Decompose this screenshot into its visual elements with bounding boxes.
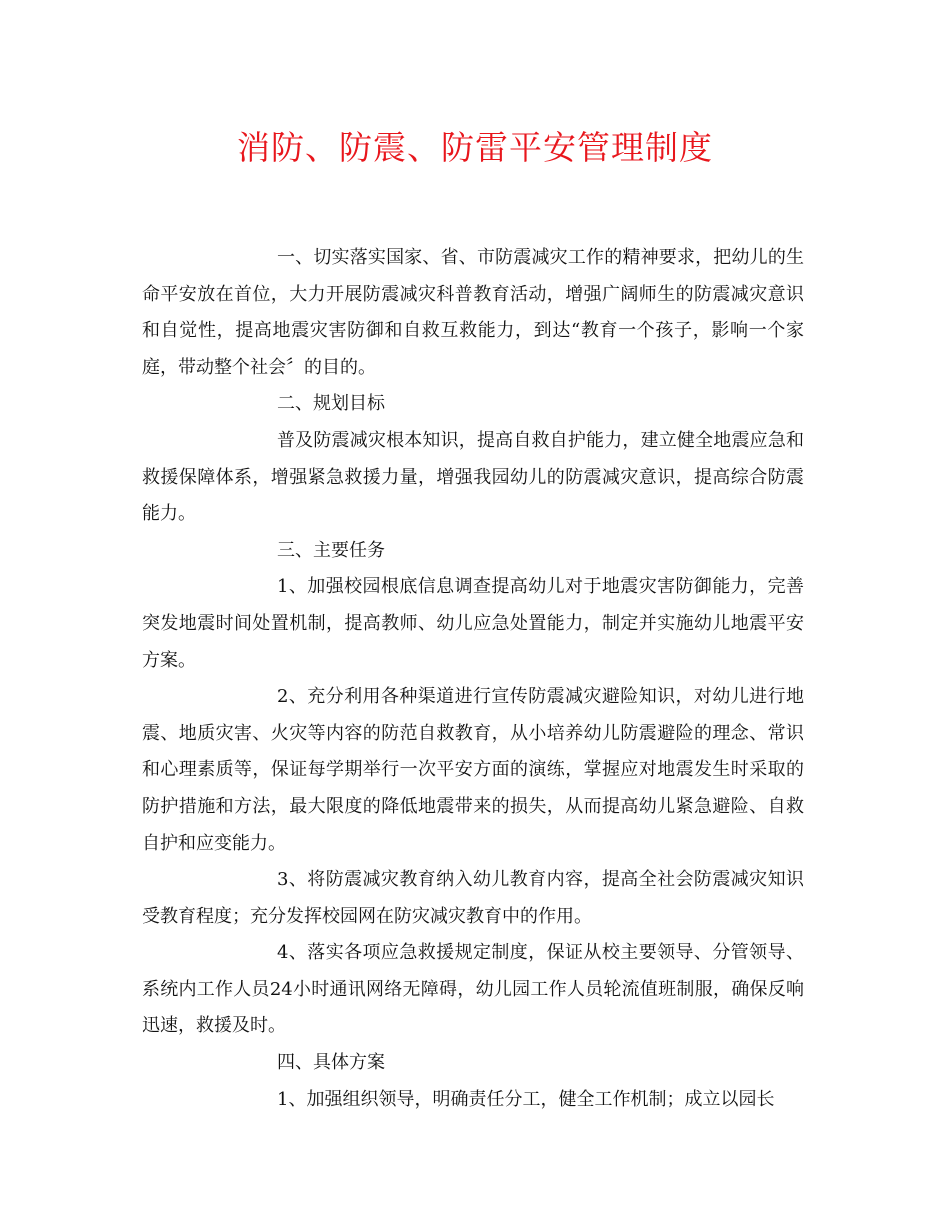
task-item-2: 2、充分利用各种渠道进行宣传防震减灾避险知识，对幼儿进行地震、地质灾害、火灾等内容的防范自救教育，从小培养幼儿防震避险的理念、常识和心理素质等，保证每学期举行一次平安方面的演练，掌握应对地震发生时采取的防护措施和方法，最大限度的降低地震带来的损失，从而提高幼儿紧急避险、自救自护和应变能力。 [142, 686, 804, 854]
document-body [142, 240, 804, 1118]
section-heading-3: 三、主要任务 [277, 539, 385, 561]
paragraph-2: 普及防震减灾根本知识，提高自救自护能力，建立健全地震应急和救援保障体系，增强紧急救援力量，增强我园幼儿的防震减灾意识，提高综合防震能力。 [142, 429, 804, 525]
paragraph-1: 一、切实落实国家、省、市防震减灾工作的精神要求，把幼儿的生命平安放在首位，大力开展防震减灾科普教育活动，增强广阔师生的防震减灾意识和自觉性，提高地震灾害防御和自救互救能力，到达“教育一个孩子，影响一个家庭，带动整个社会〞的目的。 [142, 247, 804, 378]
plan-item-1: 1、加强组织领导，明确责任分工，健全工作机制；成立以园长 [277, 1088, 775, 1110]
task-item-3: 3、将防震减灾教育纳入幼儿教育内容，提高全社会防震减灾知识受教育程度；充分发挥校园网在防灾减灾教育中的作用。 [142, 869, 804, 927]
section-heading-2: 二、规划目标 [277, 393, 385, 415]
task-item-1: 1、加强校园根底信息调查提高幼儿对于地震灾害防御能力，完善突发地震时间处置机制，提高教师、幼儿应急处置能力，制定并实施幼儿地震平安方案。 [142, 576, 804, 671]
document-title: 消防、防震、防雷平安管理制度 [237, 128, 713, 167]
section-heading-4: 四、具体方案 [277, 1052, 385, 1074]
task-item-4: 4、落实各项应急救援规定制度，保证从校主要领导、分管领导、系统内工作人员24小时通讯网络无障碍，幼儿园工作人员轮流值班制服，确保反响迅速，救援及时。 [142, 942, 804, 1037]
